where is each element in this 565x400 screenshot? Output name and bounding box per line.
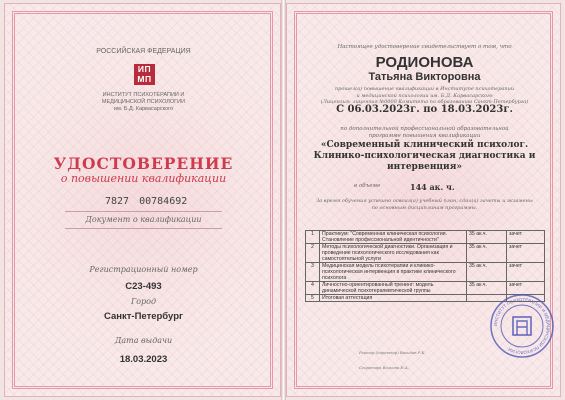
- logo-text: ИП МП: [137, 64, 152, 84]
- right-page: [286, 3, 561, 397]
- table-row: [306, 231, 545, 244]
- subject-name: Личностно-ориентированный тренинг: модель динамической психотерапевтической группы: [320, 282, 467, 295]
- institute-line: МЕДИЦИНСКОЙ ПСИХОЛОГИИ: [101, 99, 186, 105]
- volume-label: в объеме: [354, 183, 381, 189]
- reg-number-label: Регистрационный номер: [89, 265, 198, 274]
- subject-number: 3: [306, 263, 320, 282]
- table-row: [306, 263, 545, 282]
- program-name-line: Клинико-психологическая диагностика и: [313, 151, 536, 161]
- subject-hours: 35 ак.ч.: [467, 282, 507, 295]
- divider: [65, 228, 222, 229]
- left-page: [4, 3, 281, 397]
- program-intro-line: по дополнительной профессиональной образовательной: [340, 126, 509, 132]
- institute-name: [65, 92, 222, 113]
- signature-rector: Ректор (директор) Вахидов Р.К.: [359, 350, 426, 355]
- subject-hours: 35 ак.ч.: [467, 244, 507, 263]
- program-name-line: интервенция»: [386, 162, 463, 172]
- subject-hours: 35 ак.ч.: [467, 231, 507, 244]
- passed-line: и медицинской психологии им. Б.Д. Карвасарского: [356, 92, 493, 99]
- subject-grade: зачет: [507, 282, 545, 295]
- program-intro-line: программе повышения квалификации: [368, 132, 481, 139]
- volume-value: 144 ак. ч.: [410, 182, 455, 192]
- studies-line: по основным дисциплинам программы.: [371, 204, 478, 211]
- institute-line: им. Б.Д. Карвасарского: [113, 106, 174, 112]
- document-title: УДОСТОВЕРЕНИЕ: [53, 154, 234, 173]
- intro-text: Настоящее удостоверение свидетельствует о том, что: [337, 44, 512, 50]
- table-row: [306, 244, 545, 263]
- stamp-text: ИНСТИТУТ ПСИХОТЕРАПИИ И МЕДИЦИНСКОЙ ПСИХОЛОГИИ: [492, 296, 552, 356]
- signature-secretary: Секретарь Волкова Н.А.: [359, 365, 409, 370]
- passed-line: прошел(а) повышение квалификации в Институте психотерапии: [334, 86, 515, 92]
- passed-line: (Лицензия: лицензия №0000 Комитета по образованию Санкт-Петербурга): [320, 99, 529, 105]
- country-label: РОССИЙСКАЯ ФЕДЕРАЦИЯ: [96, 48, 191, 55]
- subject-hours: 35 ак.ч.: [467, 263, 507, 282]
- subject-name: Практикум: "Современная клиническая психология. Становление профессиональной идентичности": [320, 231, 467, 244]
- city-value: Санкт-Петербург: [104, 311, 183, 322]
- subject-grade: зачет: [507, 263, 545, 282]
- institute-logo-icon: [134, 64, 155, 85]
- studies-line: За время обучения успешно освоил(а) учебный план, сдал(а) зачеты и экзамены: [316, 198, 533, 204]
- subject-grade: зачет: [507, 244, 545, 263]
- serial-digits: 00784692: [139, 196, 188, 207]
- subject-name: Методы психологической диагностики. Организация и проведение психологического исследования как самостоятельной услуги: [320, 244, 467, 263]
- reg-number: С23-493: [125, 281, 162, 292]
- subject-number: 5: [306, 295, 320, 302]
- institute-stamp-icon: [489, 293, 555, 359]
- given-names: Татьяна Викторовна: [368, 71, 481, 83]
- program-name: [307, 140, 542, 173]
- svg-text:ИНСТИТУТ ПСИХОТЕРАПИИ И МЕДИЦИ: [493, 297, 551, 355]
- city-label: Город: [130, 297, 157, 306]
- divider: [65, 211, 222, 212]
- institute-line: ИНСТИТУТ ПСИХОТЕРАПИИ И: [102, 92, 185, 98]
- studies-text: [307, 198, 542, 211]
- subject-number: 4: [306, 282, 320, 295]
- subjects-table: [305, 230, 545, 302]
- subject-number: 2: [306, 244, 320, 263]
- study-dates: С 06.03.2023г. по 18.03.2023г.: [336, 104, 513, 115]
- subject-number: 1: [306, 231, 320, 244]
- issue-date: 18.03.2023: [119, 354, 168, 365]
- surname: РОДИОНОВА: [375, 54, 474, 71]
- document-type-label: Документ о квалификации: [85, 215, 202, 224]
- serial-number: [105, 196, 187, 207]
- issue-date-label: Дата выдачи: [114, 336, 173, 345]
- document-subtitle: о повышении квалификации: [60, 172, 227, 185]
- subject-name: Медицинская модель психотерапии и клинико-психологическая интервенция в практике клинического психолога: [320, 263, 467, 282]
- subject-name: Итоговая аттестация: [320, 295, 467, 302]
- program-name-line: «Современный клинический психолог.: [320, 140, 529, 150]
- passed-text: [307, 86, 542, 106]
- program-intro: [307, 126, 542, 139]
- serial-prefix: 7827: [105, 196, 130, 207]
- subject-grade: зачет: [507, 231, 545, 244]
